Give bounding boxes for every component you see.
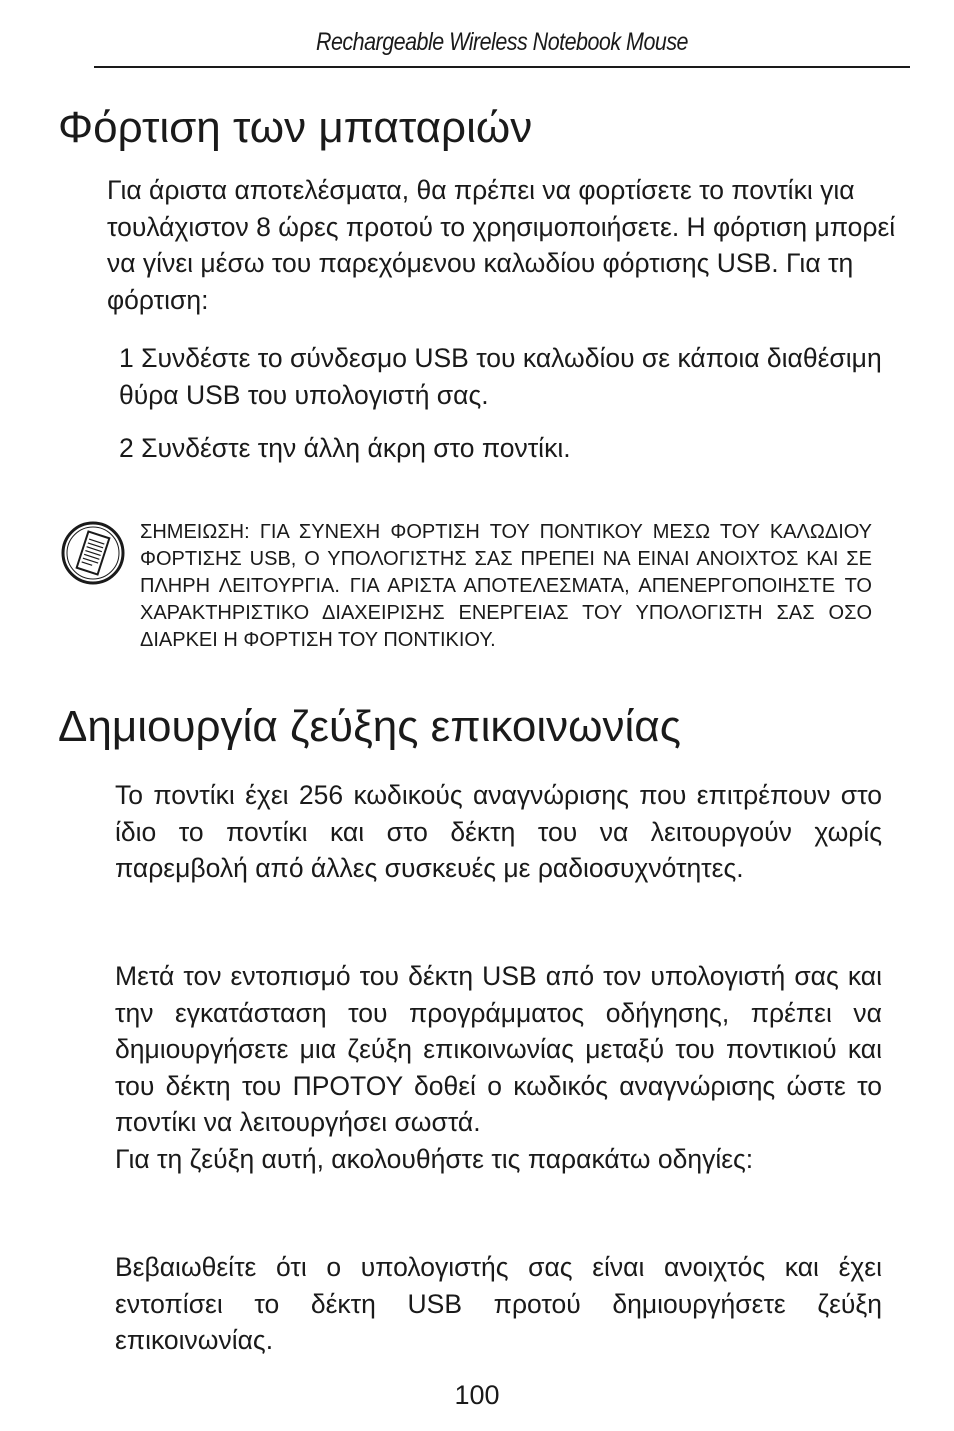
section-heading-pairing: Δημιουργία ζεύξης επικοινωνίας xyxy=(58,702,681,751)
pairing-paragraph-group xyxy=(115,958,882,1177)
charging-note: ΣΗΜΕΙΩΣΗ: ΓΙΑ ΣΥΝΕΧΗ ΦΟΡΤΙΣΗ ΤΟΥ ΠΟΝΤΙΚΟΥ ΜΕΣΩ ΤΟΥ ΚΑΛΩΔΙΟΥ ΦΟΡΤΙΣΗΣ USB, Ο ΥΠΟΛΟΓΙΣΤΗΣ ΣΑΣ ΠΡΕΠΕΙ ΝΑ ΕΙΝΑΙ ΑΝΟΙΧΤΟΣ ΚΑΙ ΣΕ ΠΛΗΡΗ ΛΕΙΤΟΥΡΓΙΑ. ΓΙΑ ΑΡΙΣΤΑ ΑΠΟΤΕΛΕΣΜΑΤΑ, ΑΠΕΝΕΡΓΟΠΟΙΗΣΤΕ ΤΟ ΧΑΡΑΚΤΗΡΙΣΤΙΚΟ ΔΙΑΧΕΙΡΙΣΗΣ ΕΝΕΡΓΕΙΑΣ ΤΟΥ ΥΠΟΛΟΓΙΣΤΗ ΣΑΣ ΟΣΟ ΔΙΑΡΚΕΙ Η ΦΟΡΤΙΣΗ ΤΟΥ ΠΟΝΤΙΚΙΟΥ. xyxy=(140,521,872,651)
running-header: Rechargeable Wireless Notebook Mouse xyxy=(315,28,689,56)
section-heading-charging: Φόρτιση των μπαταριών xyxy=(58,103,533,152)
note-icon xyxy=(60,520,126,586)
pairing-paragraph-3: Για τη ζεύξη αυτή, ακολουθήστε τις παρακάτω οδηγίες: xyxy=(115,1143,754,1174)
charging-intro: Για άριστα αποτελέσματα, θα πρέπει να φορτίσετε το ποντίκι για τουλάχιστον 8 ώρες προτού το χρησιμοποιήσετε. Η φόρτιση μπορεί να γίνει μέσω του παρεχόμενου καλωδίου φόρτισης USB. Για τη φόρτιση: xyxy=(107,175,896,315)
page-number: 100 xyxy=(454,1380,500,1410)
charging-step-1: 1 Συνδέστε το σύνδεσμο USB του καλωδίου σε κάποια διαθέσιμη θύρα USB του υπολογιστή σας. xyxy=(119,343,882,410)
pairing-paragraph-2: Μετά τον εντοπισμό του δέκτη USB από τον υπολογιστή σας και την εγκατάσταση του προγράμματος οδήγησης, πρέπει να δημιουργήσετε μια ζεύξη επικοινωνίας μεταξύ του ποντικιού και του δέκτη του ΠΡΟΤΟΥ δοθεί ο κωδικός αναγνώρισης ώστε το ποντίκι να λειτουργήσει σωστά. xyxy=(115,961,882,1137)
charging-step-2: 2 Συνδέστε την άλλη άκρη στο ποντίκι. xyxy=(119,433,571,463)
pairing-paragraph-1: Το ποντίκι έχει 256 κωδικούς αναγνώρισης που επιτρέπουν στο ίδιο το ποντίκι και στο δέκτη του να λειτουργούν χωρίς παρεμβολή από άλλες συσκευές με ραδιοσυχνότητες. xyxy=(115,780,882,883)
header-rule xyxy=(94,66,910,68)
pairing-paragraph-4: Βεβαιωθείτε ότι ο υπολογιστής σας είναι ανοιχτός και έχει εντοπίσει το δέκτη USB προτού δημιουργήσετε ζεύξη επικοινωνίας. xyxy=(115,1252,882,1355)
